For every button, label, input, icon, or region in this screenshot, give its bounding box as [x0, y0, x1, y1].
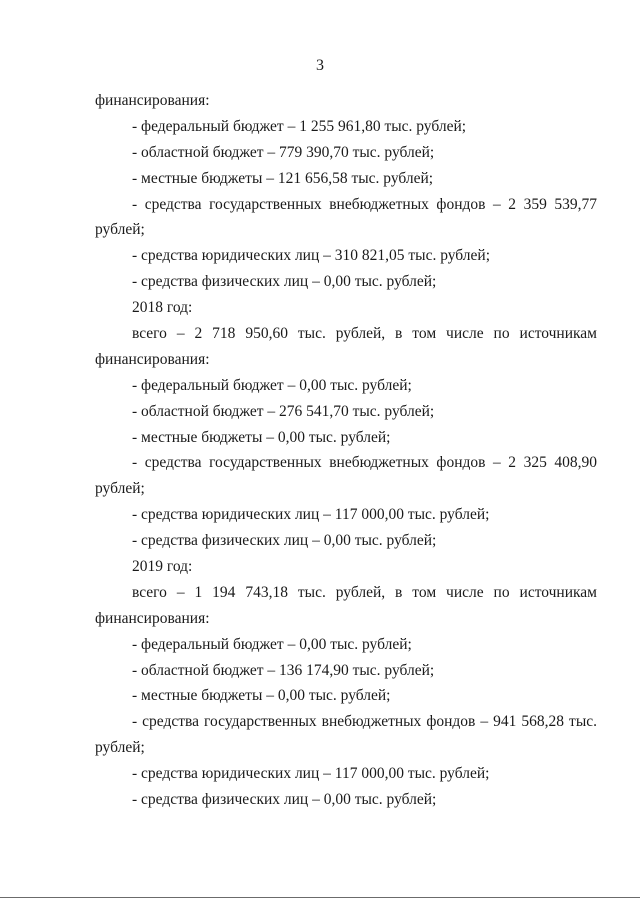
text-line: финансирования:	[95, 92, 210, 109]
text-line: - федеральный бюджет – 1 255 961,80 тыс. рублей;	[132, 117, 467, 135]
text-line: всего – 1 194 743,18 тыс. рублей, в том числе по источникам	[132, 583, 597, 601]
text-line: финансирования:	[95, 609, 210, 627]
page-bottom-rule	[0, 897, 640, 898]
text-line: - местные бюджеты – 121 656,58 тыс. рублей;	[132, 169, 434, 187]
text-line: - федеральный бюджет – 0,00 тыс. рублей;	[132, 635, 412, 653]
text-line: - средства физических лиц – 0,00 тыс. рублей;	[132, 532, 437, 550]
text-line: рублей;	[95, 480, 145, 498]
text-line: всего – 2 718 950,60 тыс. рублей, в том числе по источникам	[132, 325, 597, 343]
text-line: - средства физических лиц – 0,00 тыс. рублей;	[132, 273, 437, 291]
text-line: - местные бюджеты – 0,00 тыс. рублей;	[132, 687, 391, 705]
text-line: рублей;	[95, 221, 145, 239]
text-line: - средства государственных внебюджетных фондов – 2 359 539,77	[132, 195, 597, 213]
text-line: - областной бюджет – 136 174,90 тыс. рублей;	[132, 661, 435, 679]
text-line: - средства государственных внебюджетных фондов – 941 568,28 тыс.	[132, 713, 597, 731]
text-line: - федеральный бюджет – 0,00 тыс. рублей;	[132, 376, 412, 394]
text-line: 2018 год:	[132, 299, 193, 317]
text-line: - средства юридических лиц – 310 821,05 тыс. рублей;	[132, 247, 491, 265]
text-line: рублей;	[95, 739, 145, 757]
text-line: - средства государственных внебюджетных фондов – 2 325 408,90	[132, 454, 597, 472]
text-line: - средства юридических лиц – 117 000,00 тыс. рублей;	[132, 506, 490, 524]
page-number: 3	[316, 57, 324, 74]
text-line: - средства физических лиц – 0,00 тыс. рублей;	[132, 791, 437, 809]
text-line: - областной бюджет – 779 390,70 тыс. рублей;	[132, 143, 435, 161]
document-body	[95, 88, 597, 813]
text-line: 2019 год:	[132, 558, 193, 576]
text-line: - местные бюджеты – 0,00 тыс. рублей;	[132, 428, 391, 446]
text-line: - областной бюджет – 276 541,70 тыс. рублей;	[132, 402, 435, 420]
text-line: финансирования:	[95, 350, 210, 368]
text-line: - средства юридических лиц – 117 000,00 тыс. рублей;	[132, 765, 490, 783]
